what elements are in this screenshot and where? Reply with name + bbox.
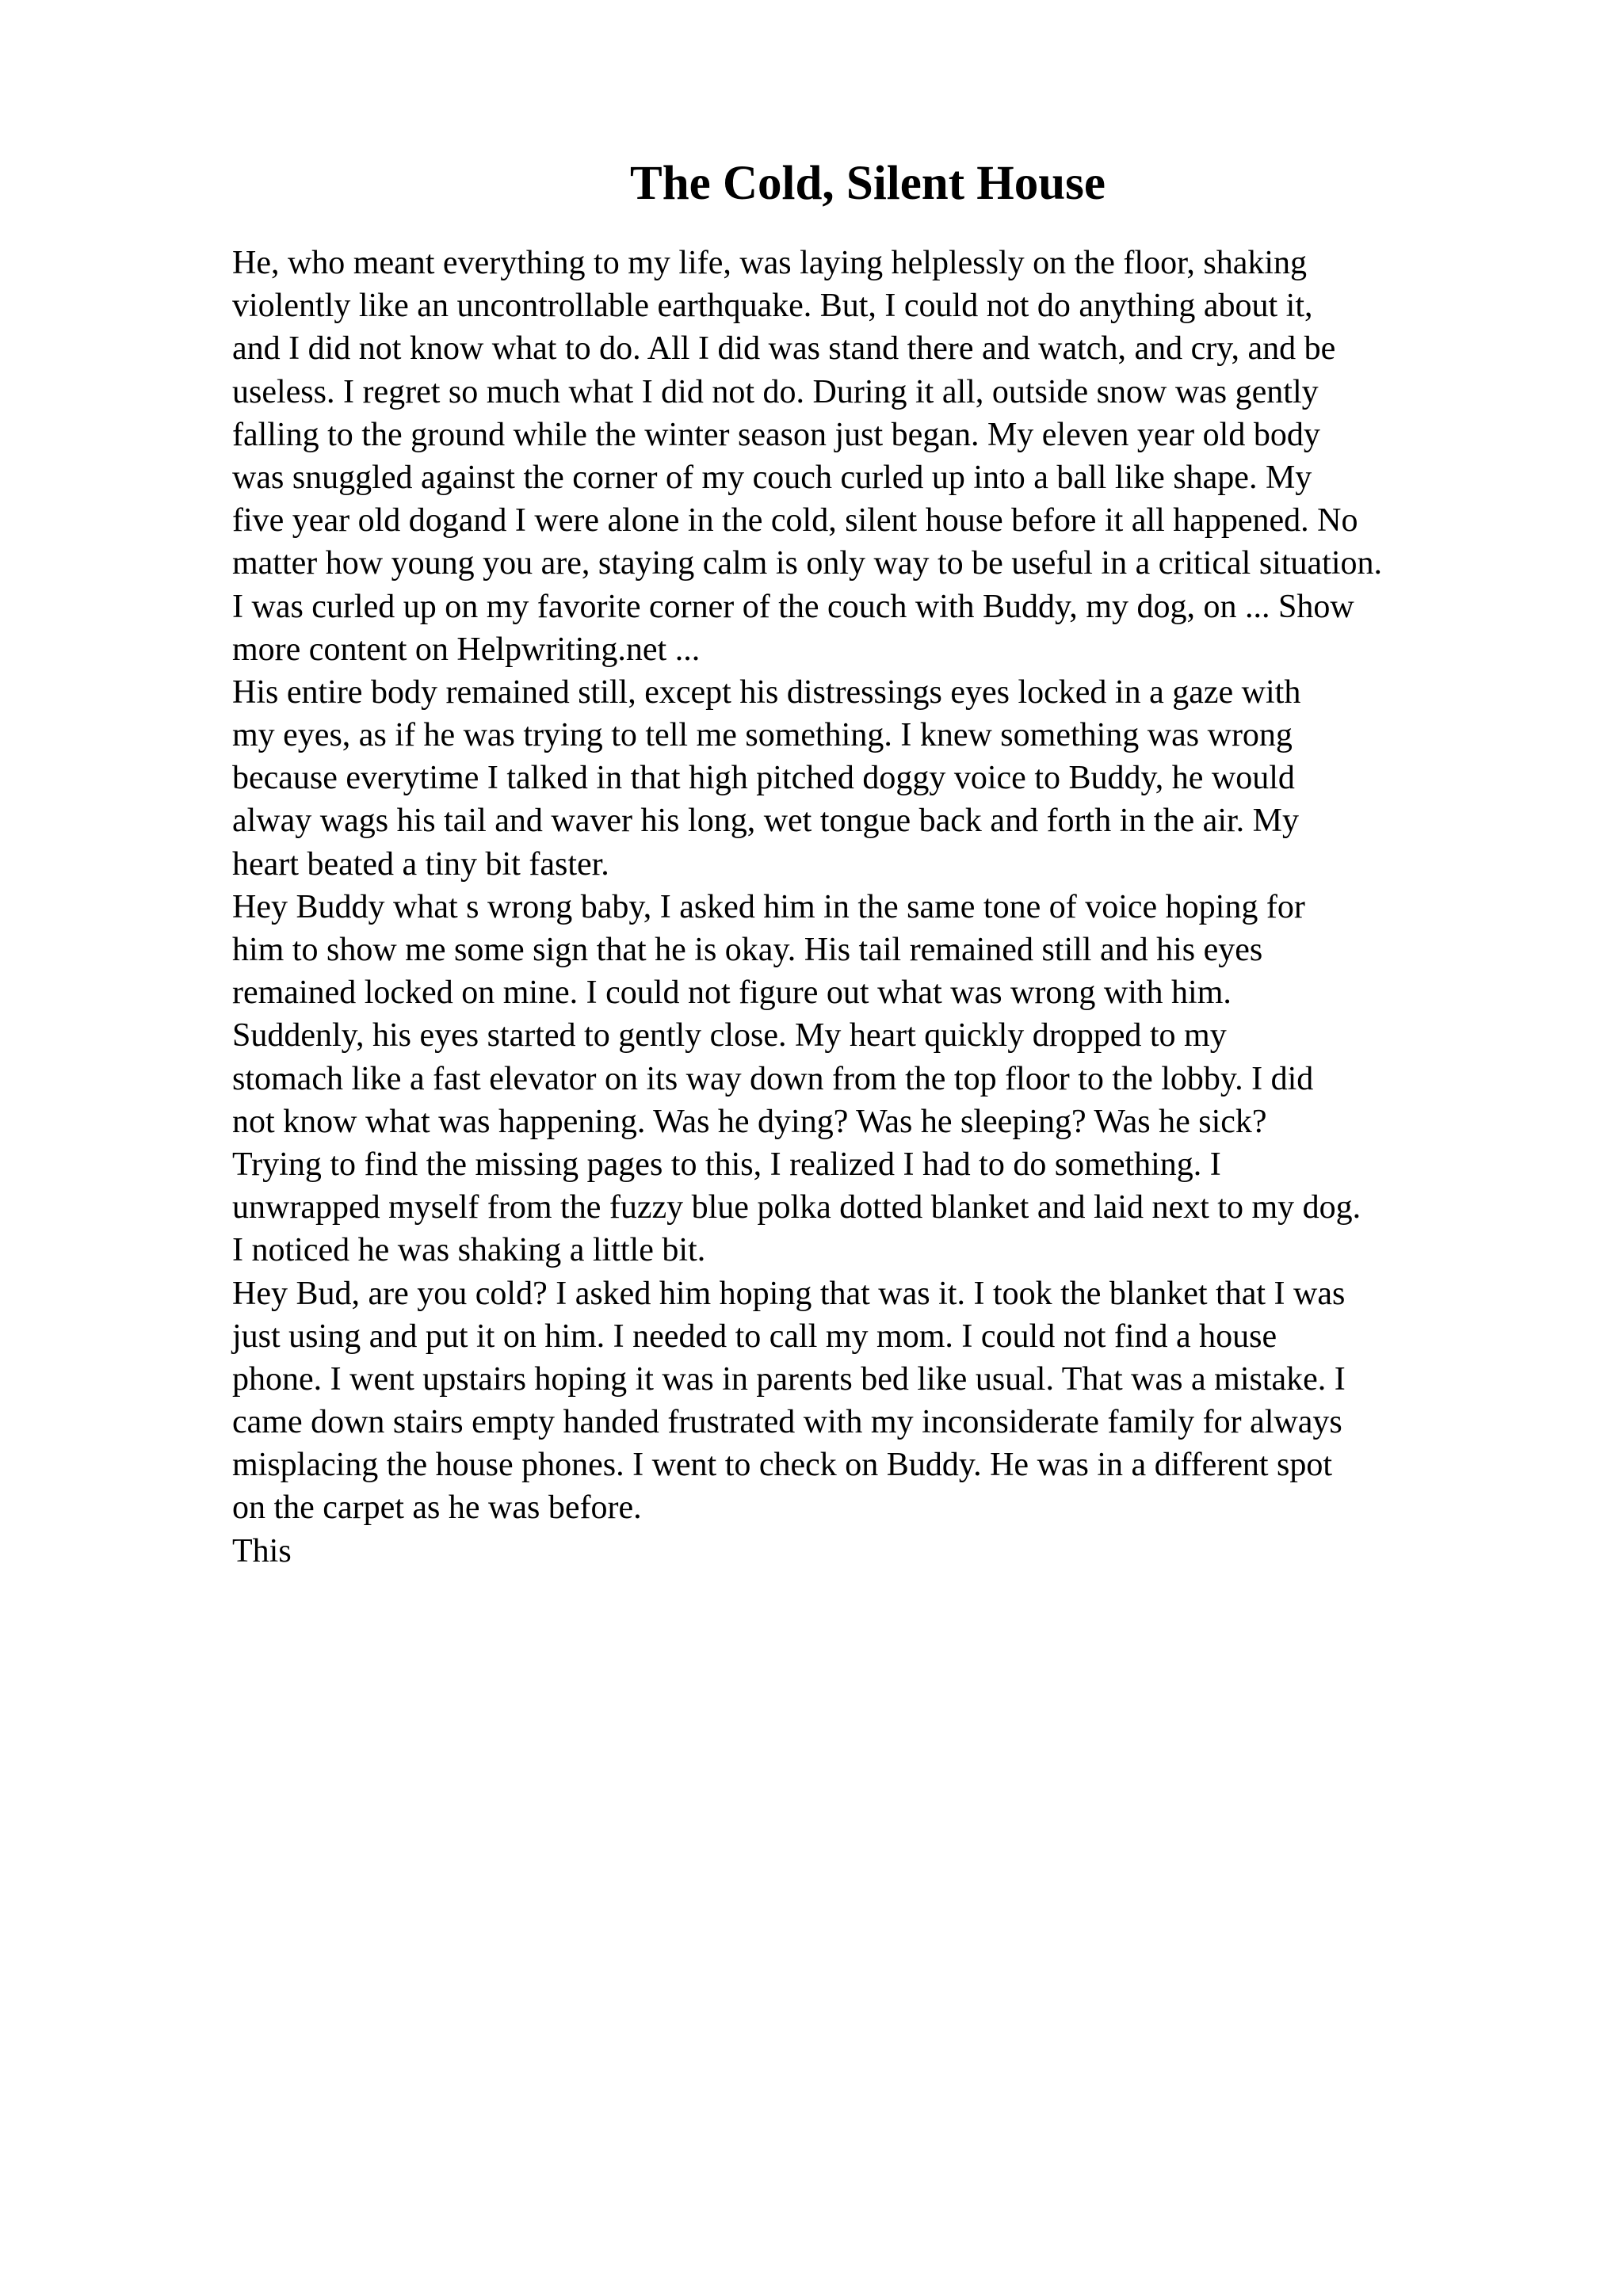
text-line: remained locked on mine. I could not figure out what was wrong with him. [232,974,1232,1012]
document-title: The Cold, Silent House [630,157,1106,210]
text-line: Hey Buddy what s wrong baby, I asked him in the same tone of voice hoping for [232,888,1305,925]
text-line: Suddenly, his eyes started to gently close. My heart quickly dropped to my [232,1017,1227,1055]
text-line: falling to the ground while the winter season just began. My eleven year old body [232,416,1320,453]
text-line: came down stairs empty handed frustrated with my inconsiderate family for always [232,1404,1342,1441]
text-line: five year old dogand I were alone in the cold, silent house before it all happened. No [232,502,1358,540]
text-line: This [232,1532,292,1569]
text-line: on the carpet as he was before. [232,1489,642,1527]
text-line: not know what was happening. Was he dying? Was he sleeping? Was he sick? [232,1103,1267,1140]
document-body [232,242,1623,1573]
text-line: His entire body remained still, except his distressings eyes locked in a gaze with [232,673,1301,711]
text-line: was snuggled against the corner of my couch curled up into a ball like shape. My [232,459,1312,496]
text-line: unwrapped myself from the fuzzy blue polka dotted blanket and laid next to my dog. [232,1189,1361,1226]
text-line: misplacing the house phones. I went to check on Buddy. He was in a different spot [232,1447,1333,1484]
text-line: useless. I regret so much what I did not do. During it all, outside snow was gently [232,373,1319,410]
text-line: I was curled up on my favorite corner of the couch with Buddy, my dog, on ... Show [232,588,1354,625]
text-line: stomach like a fast elevator on its way down from the top floor to the lobby. I did [232,1060,1314,1097]
text-line: and I did not know what to do. All I did was stand there and watch, and cry, and be [232,330,1336,368]
text-line: matter how young you are, staying calm is only way to be useful in a critical situation. [232,545,1382,582]
text-line: just using and put it on him. I needed to call my mom. I could not find a house [232,1318,1277,1355]
text-line: my eyes, as if he was trying to tell me something. I knew something was wrong [232,717,1293,754]
text-line: Hey Bud, are you cold? I asked him hoping that was it. I took the blanket that I was [232,1275,1346,1312]
text-line: phone. I went upstairs hoping it was in parents bed like usual. That was a mistake. I [232,1360,1346,1398]
text-line: violently like an uncontrollable earthquake. But, I could not do anything about it, [232,288,1313,325]
text-line: him to show me some sign that he is okay. His tail remained still and his eyes [232,932,1263,968]
text-line: more content on Helpwriting.net ... [232,631,701,668]
text-line: He, who meant everything to my life, was laying helplessly on the floor, shaking [232,245,1308,281]
text-line: heart beated a tiny bit faster. [232,845,609,883]
text-line: I noticed he was shaking a little bit. [232,1232,706,1269]
text-line: Trying to find the missing pages to this, I realized I had to do something. I [232,1146,1221,1183]
text-line: alway wags his tail and waver his long, wet tongue back and forth in the air. My [232,803,1300,840]
text-line: because everytime I talked in that high pitched doggy voice to Buddy, he would [232,760,1295,797]
